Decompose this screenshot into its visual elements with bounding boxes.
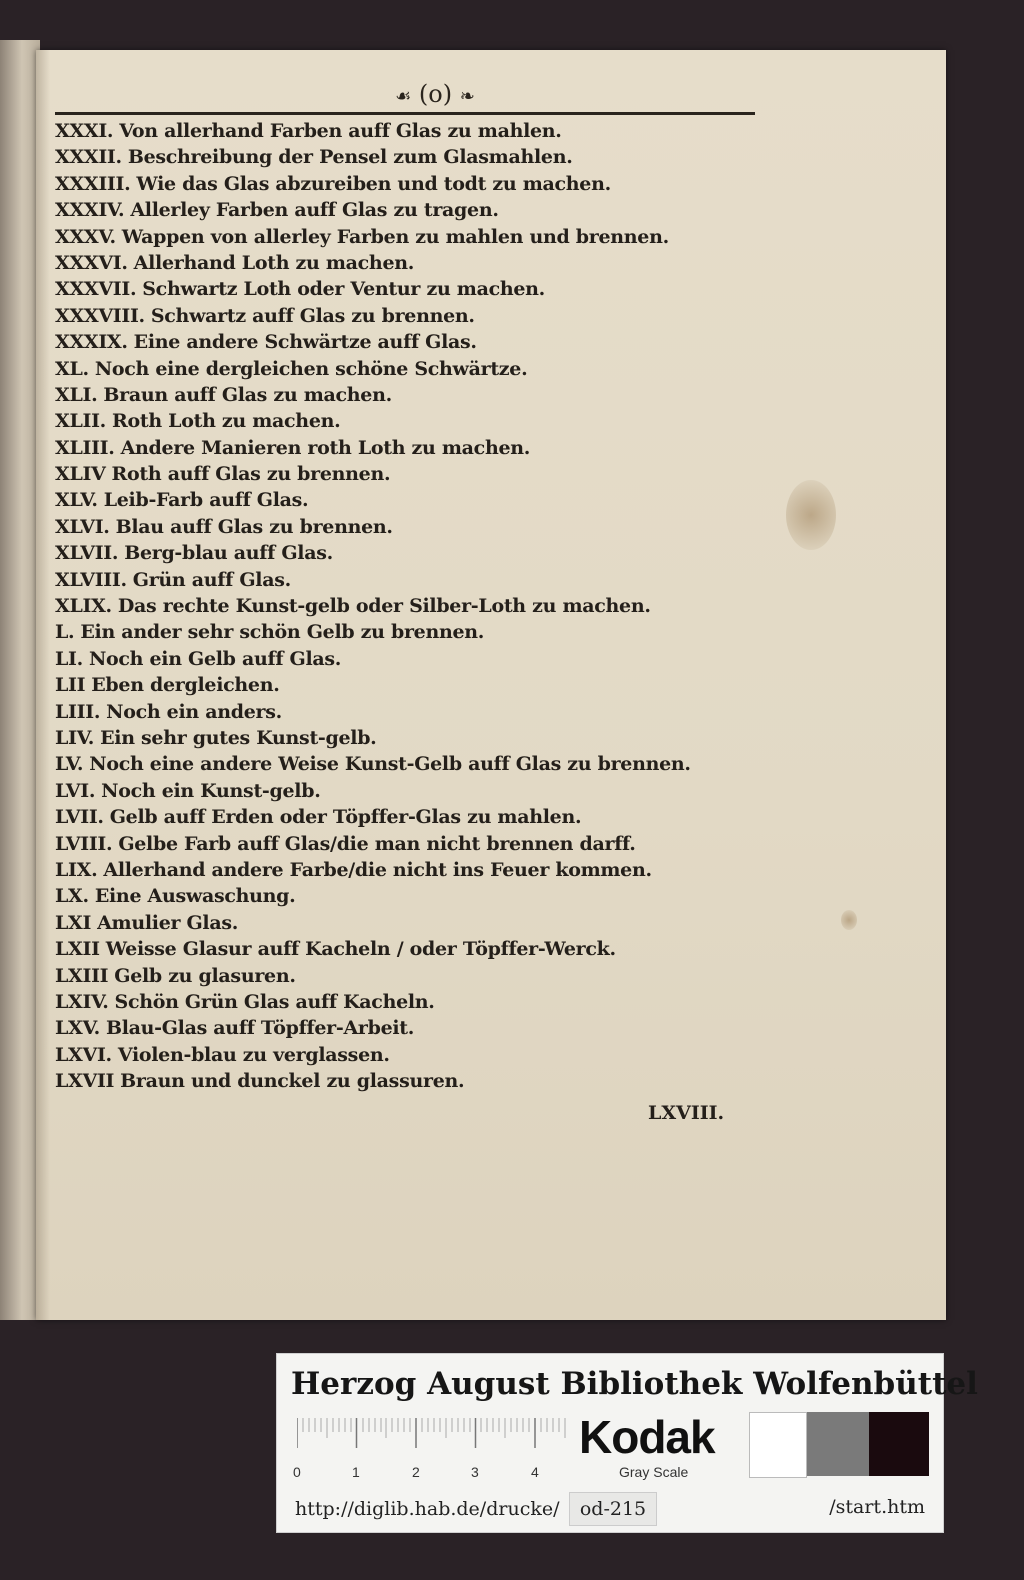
toc-entry-number: LXII	[55, 938, 100, 961]
toc-entry-number: XXXVI.	[55, 251, 128, 274]
toc-entry-text: Schön Grün Glas auff Kacheln.	[114, 990, 435, 1013]
toc-entry-text: Eine Auswaschung.	[94, 885, 296, 908]
toc-entry-number: LX.	[55, 885, 89, 908]
toc-entry-text: Allerley Farben auff Glas zu tragen.	[130, 199, 499, 222]
toc-entry-number: LXIV.	[55, 990, 109, 1013]
toc-entry-number: LVIII.	[55, 832, 113, 855]
toc-entry-text: Leib-Farb auff Glas.	[103, 489, 309, 512]
toc-entry	[55, 910, 755, 936]
toc-entry-text: Grün auff Glas.	[132, 568, 291, 591]
toc-entry-number: XXXV.	[55, 225, 116, 248]
toc-entry-text: Von allerhand Farben auff Glas zu mahlen.	[119, 120, 562, 142]
scale-ruler	[293, 1418, 567, 1480]
toc-entry	[55, 857, 755, 883]
toc-entry	[55, 540, 755, 566]
toc-entry-text: Noch eine dergleichen schöne Schwärtze.	[94, 357, 528, 380]
toc-entry-text: Beschreibung der Pensel zum Glasmahlen.	[127, 146, 573, 169]
color-target-card	[276, 1353, 978, 1533]
toc-entry-text: Gelb zu glasuren.	[114, 964, 296, 987]
toc-entry-number: XLVIII.	[55, 568, 127, 591]
toc-entry-text: Amulier Glas.	[97, 911, 239, 934]
toc-entry-text: Ein sehr gutes Kunst-gelb.	[100, 726, 377, 749]
toc-entry-text: Das rechte Kunst-gelb oder Silber-Loth zu machen.	[117, 595, 651, 618]
toc-entry-text: Noch ein anders.	[106, 700, 282, 723]
toc-entry-text: Allerhand andere Farbe/die nicht ins Feuer kommen.	[103, 858, 652, 881]
toc-entry-text: Ein ander sehr schön Gelb zu brennen.	[80, 621, 485, 644]
toc-entry-text: Schwartz auff Glas zu brennen.	[150, 304, 475, 327]
page-spine-shadow	[36, 50, 50, 1320]
previous-page-edge	[0, 40, 40, 1320]
toc-entry-number: XXXVII.	[55, 278, 137, 301]
toc-entry-text: Roth Loth zu machen.	[112, 410, 341, 433]
toc-entry	[55, 435, 755, 461]
toc-entry-text: Blau auff Glas zu brennen.	[115, 515, 393, 538]
toc-entry-number: LII	[55, 674, 86, 697]
toc-entry-text: Noch eine andere Weise Kunst-Gelb auff Glas zu brennen.	[89, 753, 691, 776]
toc-entry	[55, 619, 755, 645]
toc-entry	[55, 804, 755, 830]
toc-entry-number: XXXIX.	[55, 331, 128, 354]
toc-entry-number: XLV.	[55, 489, 98, 512]
toc-entry	[55, 936, 755, 962]
toc-entry	[55, 303, 755, 329]
ruler-label: 0	[293, 1464, 301, 1480]
toc-entry-number: LV.	[55, 753, 84, 776]
kodak-logo: Kodak	[579, 1411, 715, 1463]
toc-entry	[55, 514, 755, 540]
ruler-ticks-icon	[297, 1418, 567, 1458]
url-base: http://diglib.hab.de/drucke/	[295, 1498, 560, 1520]
toc-entry	[55, 144, 755, 170]
toc-entry-text: Blau-Glas auff Töpffer-Arbeit.	[105, 1017, 415, 1040]
toc-entry-number: LIX.	[55, 858, 98, 881]
shelfmark: od-215	[569, 1492, 657, 1526]
toc-entry	[55, 883, 755, 909]
table-of-contents	[55, 118, 755, 1094]
gray-scale-label: Gray Scale	[619, 1464, 689, 1480]
toc-entry-text: Wie das Glas abzureiben und todt zu machen.	[136, 172, 611, 195]
toc-entry-number: XLIX.	[55, 595, 112, 618]
toc-entry-number: XLIII.	[55, 436, 115, 459]
toc-entry-text: Wappen von allerley Farben zu mahlen und brennen.	[121, 225, 669, 248]
toc-entry	[55, 1042, 755, 1068]
toc-entry-text: Noch ein Gelb auff Glas.	[88, 647, 342, 670]
toc-entry	[55, 963, 755, 989]
ruler-label: 3	[471, 1464, 479, 1480]
toc-entry-number: XL.	[55, 357, 89, 380]
toc-entry-number: LXVI.	[55, 1043, 112, 1066]
toc-entry	[55, 461, 755, 487]
toc-entry	[55, 1015, 755, 1041]
stain-mark	[841, 910, 857, 930]
toc-entry-text: Andere Manieren roth Loth zu machen.	[120, 436, 531, 459]
toc-entry-text: Eben dergleichen.	[91, 674, 280, 697]
toc-entry-number: XXXVIII.	[55, 304, 145, 327]
toc-entry-number: XXXIV.	[55, 199, 125, 222]
toc-entry	[55, 250, 755, 276]
url-strip	[277, 1488, 943, 1532]
toc-entry-text: Braun auff Glas zu machen.	[103, 383, 392, 406]
header-rule	[55, 112, 755, 115]
toc-entry-number: LI.	[55, 647, 83, 670]
library-name: Herzog August Bibliothek Wolfenbüttel	[291, 1366, 978, 1402]
toc-entry-number: L.	[55, 621, 75, 644]
toc-entry	[55, 171, 755, 197]
page-header	[55, 80, 755, 114]
toc-entry-number: LXI	[55, 911, 92, 934]
toc-entry-number: XLII.	[55, 410, 106, 433]
toc-entry-number: XLVI.	[55, 515, 110, 538]
ornament-right-icon: ❧	[459, 86, 475, 107]
toc-entry	[55, 989, 755, 1015]
toc-entry	[55, 699, 755, 725]
toc-entry-number: XXXI.	[55, 120, 114, 142]
toc-entry	[55, 408, 755, 434]
toc-entry-text: Roth auff Glas zu brennen.	[111, 463, 391, 486]
toc-entry-text: Noch ein Kunst-gelb.	[101, 779, 321, 802]
toc-entry	[55, 646, 755, 672]
catchword: LXVIII.	[648, 1102, 725, 1124]
toc-entry	[55, 356, 755, 382]
toc-entry	[55, 487, 755, 513]
toc-entry	[55, 567, 755, 593]
toc-entry	[55, 118, 755, 144]
toc-entry	[55, 276, 755, 302]
toc-entry-number: XXXII.	[55, 146, 122, 169]
page-number	[375, 80, 495, 108]
toc-entry	[55, 778, 755, 804]
ruler-label: 2	[412, 1464, 420, 1480]
gray-swatch	[807, 1412, 869, 1476]
toc-entry-number: XLIV	[55, 463, 106, 486]
toc-entry	[55, 831, 755, 857]
ornament-left-icon: ☙	[395, 86, 412, 107]
white-swatch	[749, 1412, 807, 1478]
toc-entry	[55, 1068, 755, 1094]
toc-entry-text: Violen-blau zu verglassen.	[117, 1043, 390, 1066]
toc-entry-text: Braun und dunckel zu glassuren.	[120, 1070, 465, 1093]
toc-entry	[55, 382, 755, 408]
toc-entry	[55, 593, 755, 619]
toc-entry-text: Weisse Glasur auff Kacheln / oder Töpffer-Werck.	[105, 938, 616, 961]
toc-entry-number: LIII.	[55, 700, 101, 723]
toc-entry	[55, 751, 755, 777]
toc-entry-text: Gelb auff Erden oder Töpffer-Glas zu mahlen.	[109, 806, 582, 829]
toc-entry-number: LXVII	[55, 1070, 115, 1093]
ruler-label: 4	[531, 1464, 539, 1480]
toc-entry-text: Schwartz Loth oder Ventur zu machen.	[142, 278, 545, 301]
page-number-text: (o)	[418, 80, 453, 108]
stain-mark	[786, 480, 836, 550]
toc-entry-number: LVII.	[55, 806, 104, 829]
toc-entry-text: Eine andere Schwärtze auff Glas.	[133, 331, 477, 354]
toc-entry-number: LVI.	[55, 779, 96, 802]
ruler-label: 1	[352, 1464, 360, 1480]
toc-entry	[55, 725, 755, 751]
toc-entry-number: LXV.	[55, 1017, 100, 1040]
toc-entry-number: XLVII.	[55, 542, 119, 565]
toc-entry	[55, 672, 755, 698]
toc-entry	[55, 197, 755, 223]
toc-entry-text: Allerhand Loth zu machen.	[133, 251, 415, 274]
toc-entry-number: LIV.	[55, 726, 95, 749]
toc-entry-text: Berg-blau auff Glas.	[124, 542, 333, 565]
toc-entry-text: Gelbe Farb auff Glas/die man nicht brennen darff.	[118, 832, 636, 855]
toc-entry	[55, 329, 755, 355]
toc-entry-number: XLI.	[55, 383, 98, 406]
toc-entry-number: XXXIII.	[55, 172, 131, 195]
url-suffix: /start.htm	[829, 1496, 925, 1518]
toc-entry-number: LXIII	[55, 964, 109, 987]
toc-entry	[55, 224, 755, 250]
black-swatch	[869, 1412, 929, 1476]
